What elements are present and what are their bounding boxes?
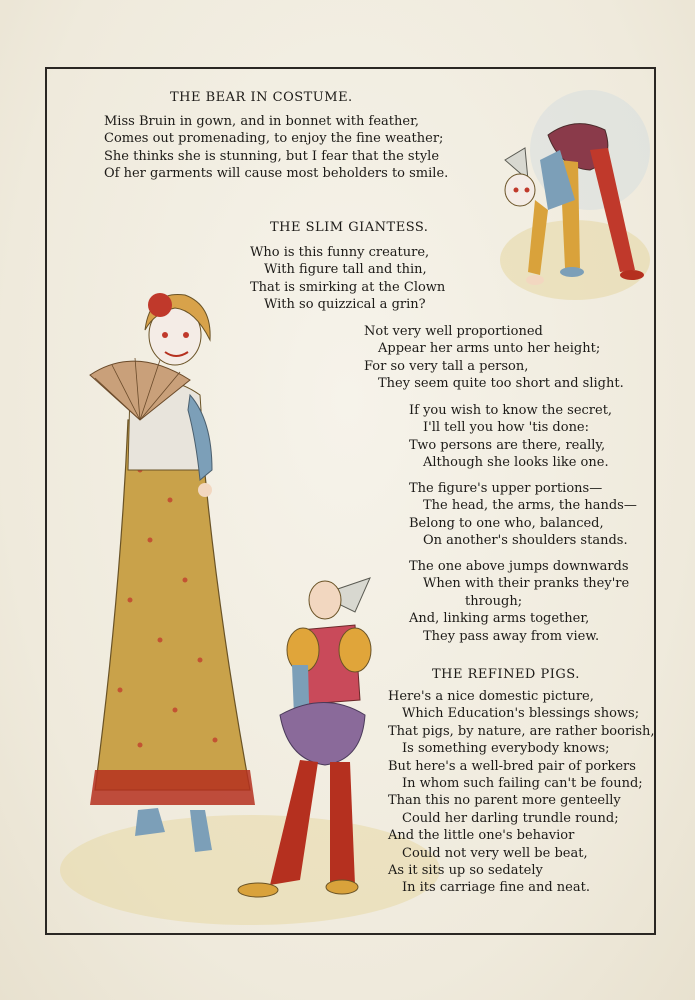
stanza-giantess-1: [250, 244, 445, 314]
poem-title-pigs: THE REFINED PIGS.: [432, 667, 580, 682]
verse-line: And the little one's behavior: [388, 828, 575, 844]
verse-line: Comes out promenading, to enjoy the fine weather;: [104, 131, 444, 147]
verse-line: Could not very well be beat,: [402, 845, 588, 861]
verse-line: Than this no parent more genteelly: [388, 793, 621, 809]
verse-line: Of her garments will cause most beholders to smile.: [104, 166, 449, 182]
verse-line: With figure tall and thin,: [264, 262, 427, 278]
verse-line: Miss Bruin in gown, and in bonnet with feather,: [104, 114, 419, 129]
verse-line: Although she looks like one.: [423, 455, 609, 471]
verse-line: For so very tall a person,: [364, 358, 529, 374]
verse-line: The one above jumps downwards: [409, 559, 629, 574]
verse-line: If you wish to know the secret,: [409, 403, 613, 418]
verse-line: Could her darling trundle round;: [402, 810, 619, 826]
verse-line: Here's a nice domestic picture,: [388, 689, 594, 704]
verse-line: In its carriage fine and neat.: [402, 880, 590, 896]
verse-line: That is smirking at the Clown: [250, 279, 446, 295]
verse-line: through;: [465, 593, 523, 609]
verse-line: With so quizzical a grin?: [264, 297, 426, 313]
poem-title-bear: THE BEAR IN COSTUME.: [170, 90, 353, 105]
poem-title-giantess: THE SLIM GIANTESS.: [270, 220, 429, 235]
stanza-pigs-1: [388, 688, 655, 897]
stanza-giantess-3: [409, 402, 612, 472]
verse-line: Who is this funny creature,: [250, 245, 430, 260]
verse-line: Not very well proportioned: [364, 324, 543, 339]
verse-line: In whom such failing can't be found;: [402, 776, 643, 792]
stanza-giantess-5: [409, 558, 629, 645]
verse-line: The head, the arms, the hands—: [423, 498, 637, 514]
giantess-figure: [90, 293, 255, 852]
verse-line: As it sits up so sedately: [388, 863, 543, 879]
verse-line: And, linking arms together,: [409, 611, 590, 627]
verse-line: I'll tell you how 'tis done:: [423, 420, 590, 436]
verse-line: Appear her arms unto her height;: [378, 341, 601, 357]
verse-line: The figure's upper portions—: [409, 481, 603, 496]
stanza-bear-1: [104, 113, 448, 183]
verse-line: On another's shoulders stands.: [423, 533, 628, 549]
ground-shadow: [60, 815, 440, 925]
verse-line: They pass away from view.: [423, 628, 600, 644]
verse-line: When with their pranks they're: [423, 576, 630, 592]
verse-line: Two persons are there, really,: [409, 437, 606, 453]
verse-line: That pigs, by nature, are rather boorish,: [388, 723, 655, 739]
verse-line: Which Education's blessings shows;: [402, 706, 640, 722]
verse-line: Belong to one who, balanced,: [409, 515, 604, 531]
verse-line: Is something everybody knows;: [402, 741, 610, 757]
stanza-giantess-4: [409, 480, 637, 550]
verse-line: She thinks she is stunning, but I fear that the style: [104, 148, 440, 164]
stanza-giantess-2: [364, 323, 624, 393]
verse-line: They seem quite too short and slight.: [378, 376, 624, 392]
verse-line: But here's a well-bred pair of porkers: [388, 758, 636, 774]
